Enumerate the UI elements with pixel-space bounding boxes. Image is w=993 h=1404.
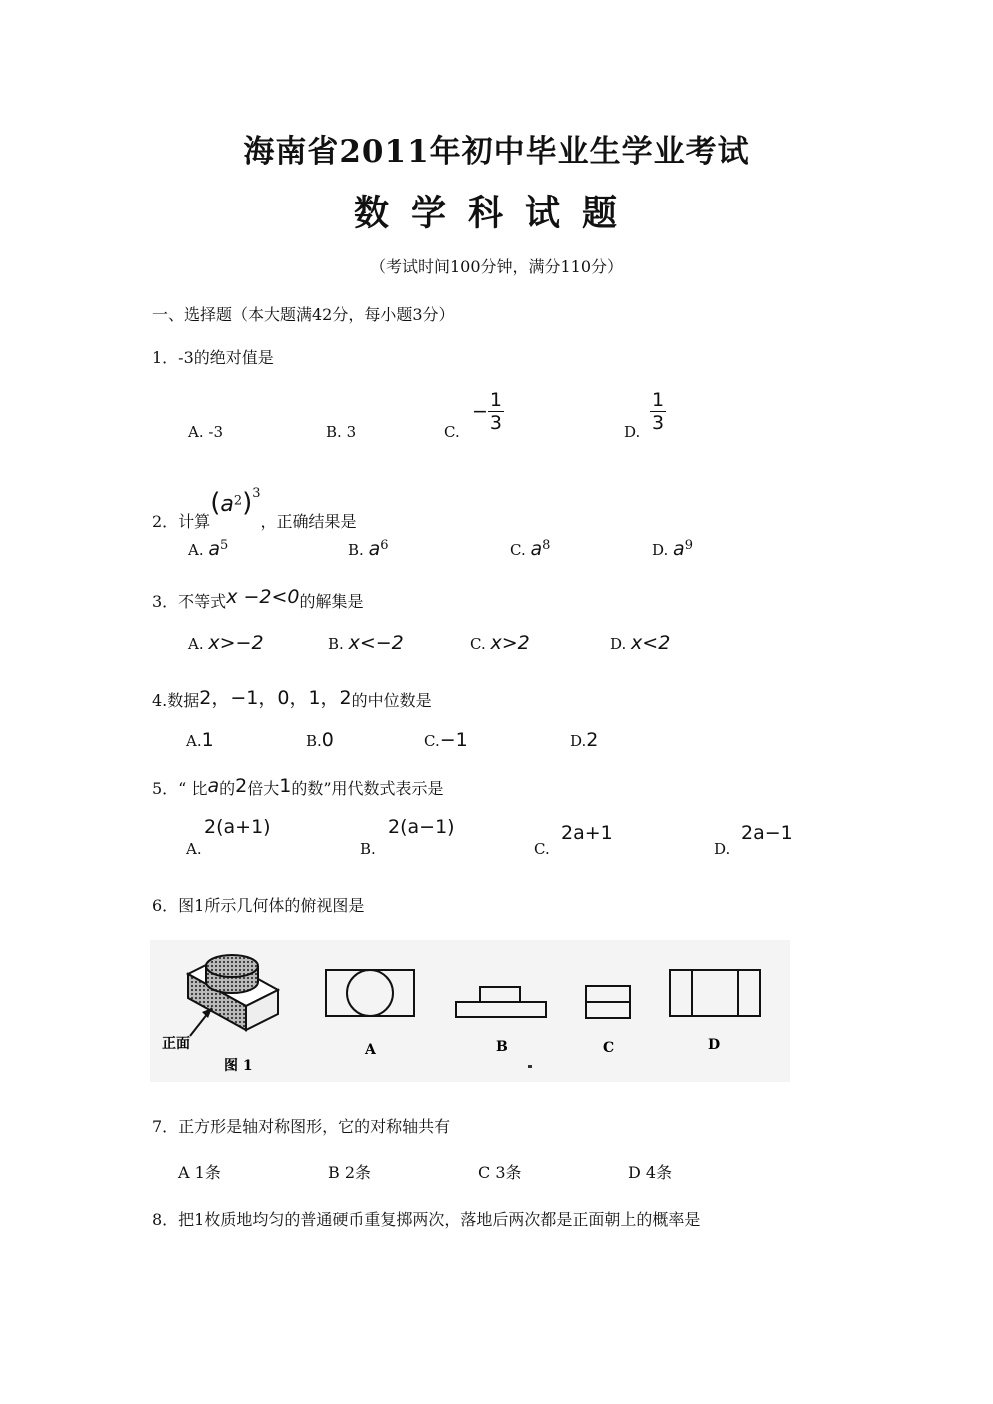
option-d-letter: D — [708, 1037, 721, 1053]
q3-a-label: A. — [188, 635, 204, 653]
q1-d-label: D. — [624, 423, 641, 441]
q1-c-denominator: 3 — [489, 412, 503, 434]
q2-paren-open: ( — [210, 488, 221, 518]
q2-expr-base: a — [220, 492, 234, 517]
q4-stem-pre: 4.数据 — [152, 691, 200, 710]
option-c-letter: C — [603, 1040, 615, 1056]
q3-d-value: x<2 — [631, 632, 671, 654]
q4-stem-post: 的中位数是 — [351, 691, 432, 710]
option-a-circle — [347, 970, 393, 1016]
q1-b-value: 3 — [346, 423, 357, 441]
q5-a-value: 2(a+1) — [204, 816, 271, 838]
q2-a-base: a — [208, 538, 221, 560]
q2-b-exp: 6 — [380, 538, 389, 553]
exam-note: （考试时间100分钟，满分110分） — [369, 257, 624, 276]
q5-var: a — [207, 775, 220, 797]
q1-d-numerator: 1 — [652, 389, 665, 411]
q2-c-exp: 8 — [542, 538, 551, 553]
q3-option-d — [610, 632, 670, 654]
figure-caption: 图 1 — [224, 1058, 253, 1074]
q4-b-value: 0 — [321, 729, 334, 751]
q4-d-label: D. — [570, 732, 587, 750]
q7-option-d: D 4条 — [628, 1163, 673, 1182]
q2-d-label: D. — [652, 541, 669, 559]
q4-a-label: A. — [186, 732, 202, 750]
q3-c-label: C. — [470, 635, 486, 653]
q2-b-base: a — [368, 538, 381, 560]
section-heading: 一、选择题（本大题满42分，每小题3分） — [152, 305, 455, 324]
option-a-letter: A — [365, 1042, 376, 1058]
q3-expr: x −2<0 — [226, 586, 300, 608]
q2-d-base: a — [673, 538, 685, 560]
q3-a-value: x>−2 — [208, 632, 264, 654]
option-b-letter: B — [496, 1039, 508, 1055]
q2-stem-pre: 2．计算 — [152, 512, 211, 531]
q5-c-label: C. — [534, 840, 550, 858]
q1-option-a — [188, 423, 223, 441]
q2-option-c — [510, 538, 550, 560]
q7-stem: 7．正方形是轴对称图形，它的对称轴共有 — [152, 1117, 451, 1136]
q5-b-label: B. — [360, 840, 376, 858]
q1-d-fraction — [650, 389, 666, 434]
q2-option-d — [652, 538, 693, 560]
option-a-rect — [326, 970, 414, 1016]
q4-c-label: C. — [424, 732, 440, 750]
q3-option-a — [188, 632, 264, 654]
exam-subtitle: 数学科试题 — [353, 193, 639, 234]
front-label: 正面 — [162, 1036, 190, 1052]
q5-d-label: D. — [714, 840, 731, 858]
q2-inner-exp: 2 — [233, 493, 243, 509]
q1-c-label: C. — [444, 423, 460, 441]
option-b-base — [456, 1002, 546, 1017]
q2-c-base: a — [530, 538, 543, 560]
q3-c-value: x>2 — [490, 632, 530, 654]
q1-stem: 1．-3的绝对值是 — [152, 348, 274, 367]
q1-c-sign: − — [472, 400, 488, 423]
q3-option-c — [470, 632, 530, 654]
q3-stem-pre: 3．不等式 — [152, 592, 227, 611]
q5-stem-c: 倍大 — [247, 779, 280, 798]
q3-option-b — [328, 632, 404, 654]
q4-d-value: 2 — [586, 729, 599, 751]
q7-option-a: A 1条 — [178, 1163, 221, 1182]
q5-a-label: A. — [186, 840, 202, 858]
q2-c-label: C. — [510, 541, 526, 559]
q4-data: 2，−1，0，1，2 — [199, 687, 352, 709]
q1-a-label: A. — [188, 423, 204, 441]
q4-option-c — [424, 729, 468, 751]
q1-c-numerator: 1 — [489, 389, 503, 411]
q1-a-value: -3 — [208, 423, 224, 441]
q1-b-label: B. — [326, 423, 342, 441]
q2-stem-post: ，正确结果是 — [260, 512, 357, 531]
option-d-rect — [670, 970, 760, 1016]
q1-option-c — [472, 389, 504, 434]
solid-figure — [188, 955, 278, 1036]
exam-title: 海南省2011年初中毕业生学业考试 — [243, 134, 750, 170]
q3-d-label: D. — [610, 635, 627, 653]
q1-option-b — [326, 423, 356, 441]
q5-b-value: 2(a−1) — [388, 816, 455, 838]
q5-stem-a: 5．“ 比 — [152, 779, 208, 798]
q7-option-b: B 2条 — [328, 1163, 372, 1182]
q5-d-value: 2a−1 — [741, 822, 793, 844]
q4-option-a — [186, 729, 214, 751]
q6-figure-svg — [150, 940, 790, 1082]
cylinder-top — [206, 955, 258, 977]
q1-d-denominator: 3 — [652, 412, 665, 434]
q5-stem — [152, 775, 444, 799]
q2-d-exp: 9 — [684, 538, 693, 553]
q5-stem-b: 的 — [219, 779, 236, 798]
q2-a-label: A. — [188, 541, 204, 559]
scan-speck — [528, 1065, 532, 1068]
q4-b-label: B. — [306, 732, 322, 750]
q2-paren-close: ) — [242, 488, 253, 518]
q2-a-exp: 5 — [220, 538, 229, 553]
q4-c-value: −1 — [439, 729, 468, 751]
q3-b-value: x<−2 — [348, 632, 404, 654]
q6-stem: 6．图1所示几何体的俯视图是 — [152, 896, 365, 915]
q6-figure — [150, 940, 790, 1082]
q2-stem — [152, 486, 357, 532]
q4-stem — [152, 683, 432, 711]
option-b-top — [480, 987, 520, 1002]
q5-num1: 1 — [279, 775, 292, 797]
q3-b-label: B. — [328, 635, 344, 653]
q2-option-a — [188, 538, 228, 560]
q5-c-value: 2a+1 — [561, 822, 613, 844]
q3-stem-post: 的解集是 — [299, 592, 364, 611]
q2-b-label: B. — [348, 541, 364, 559]
q3-stem — [152, 586, 364, 612]
q5-num2: 2 — [235, 775, 248, 797]
q4-option-d — [570, 729, 598, 751]
q1-c-fraction — [488, 389, 504, 434]
q4-option-b — [306, 729, 334, 751]
q2-outer-exp: 3 — [252, 486, 261, 501]
q4-a-value: 1 — [201, 729, 214, 751]
q5-stem-d: 的数”用代数式表示是 — [291, 779, 444, 798]
q2-option-b — [348, 538, 389, 560]
q7-option-c: C 3条 — [478, 1163, 522, 1182]
q8-stem: 8．把1枚质地均匀的普通硬币重复掷两次，落地后两次都是正面朝上的概率是 — [152, 1210, 701, 1229]
q1-option-d — [650, 389, 666, 434]
